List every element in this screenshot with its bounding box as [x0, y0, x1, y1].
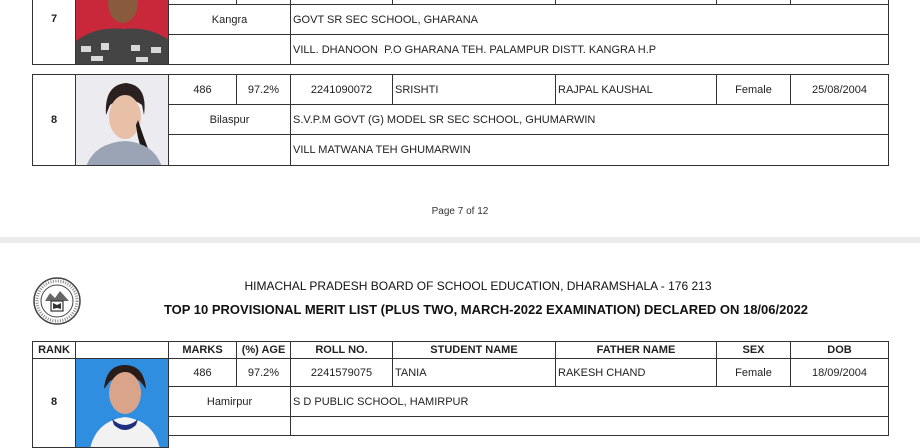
column-header-percentage: (%) AGE [236, 341, 291, 359]
rank-value: 7 [50, 13, 58, 25]
column-header-roll-no: ROLL NO. [290, 341, 393, 359]
school-cell: GOVT SR SEC SCHOOL, GHARANA [290, 4, 889, 35]
column-header-sex: SEX [716, 341, 791, 359]
district-cell: Kangra [168, 4, 291, 35]
student-name-cell: SRISHTI [392, 74, 556, 105]
column-header-dob: DOB [790, 341, 889, 359]
father-name-cell: RAJPAL KAUSHAL [555, 74, 717, 105]
column-header-photo [75, 341, 169, 359]
marks-cell: 486 [168, 74, 237, 105]
empty-cell [168, 34, 291, 65]
address-cell: VILL. DHANOON P.O GHARANA TEH. PALAMPUR DISTT. KANGRA H.P [290, 34, 889, 65]
page-separator [0, 237, 920, 243]
empty-cell [168, 416, 291, 436]
percentage-cell: 97.2% [236, 358, 291, 387]
column-header-marks: MARKS [168, 341, 237, 359]
rank-cell: 8 [32, 74, 76, 166]
marks-cell: 486 [168, 358, 237, 387]
district-cell: Hamirpur [168, 386, 291, 417]
empty-cell [168, 134, 291, 166]
merit-list-title: TOP 10 PROVISIONAL MERIT LIST (PLUS TWO, MARCH-2022 EXAMINATION) DECLARED ON 18/06/2022 [163, 302, 809, 317]
student-photo [75, 0, 169, 65]
sex-cell: Female [716, 358, 791, 387]
address-cell: VILL MATWANA TEH GHUMARWIN [290, 134, 889, 166]
dob-cell: 18/09/2004 [790, 358, 889, 387]
school-cell: S D PUBLIC SCHOOL, HAMIRPUR [290, 386, 889, 417]
rank-cell: 8 [32, 358, 76, 448]
column-header-father-name: FATHER NAME [555, 341, 717, 359]
school-cell: S.V.P.M GOVT (G) MODEL SR SEC SCHOOL, GHUMARWIN [290, 104, 889, 135]
roll-no-cell: 2241090072 [290, 74, 393, 105]
sex-cell: Female [716, 74, 791, 105]
percentage-cell: 97.2% [236, 74, 291, 105]
student-photo [75, 358, 169, 448]
dob-cell: 25/08/2004 [790, 74, 889, 105]
student-name-cell: TANIA [392, 358, 556, 387]
board-title: HIMACHAL PRADESH BOARD OF SCHOOL EDUCATION, DHARAMSHALA - 176 213 [244, 279, 712, 293]
page-number: Page 7 of 12 [431, 206, 489, 217]
column-header-rank: RANK [32, 341, 76, 359]
district-cell: Bilaspur [168, 104, 291, 135]
father-name-cell: RAKESH CHAND [555, 358, 717, 387]
address-cell [290, 416, 889, 436]
column-header-student-name: STUDENT NAME [392, 341, 556, 359]
roll-no-cell: 2241579075 [290, 358, 393, 387]
student-photo [75, 74, 169, 166]
